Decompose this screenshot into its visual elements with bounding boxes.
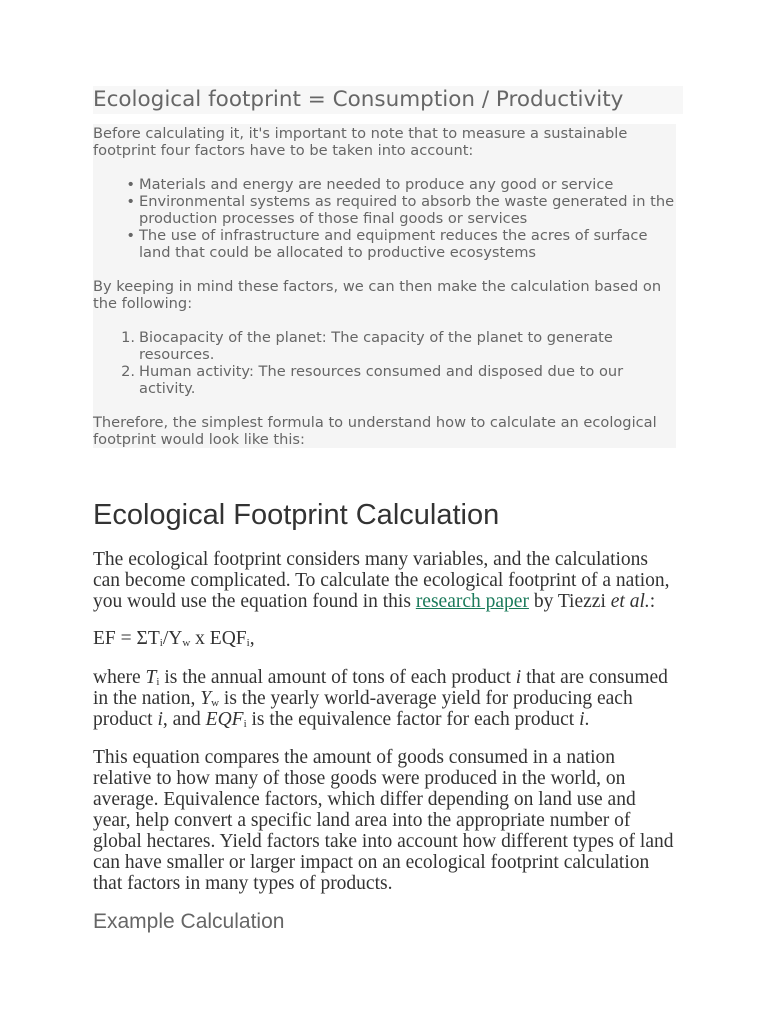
intro-paragraph: Before calculating it, it's important to note that to measure a sustainable footprint four factors have to be taken into account: <box>93 125 628 159</box>
list-item: • Environmental systems as required to absorb the waste generated in the production processes of those final goods or services <box>93 193 676 227</box>
research-paper-link[interactable]: research paper <box>415 591 529 612</box>
intro-body-paragraph: The ecological footprint considers many variables, and the calculations can become complicated. To calculate the ecological footprint of a nation, you would use the equation found in this research paper by Tiezzi et al.: <box>93 549 670 612</box>
list-item: 2. Human activity: The resources consumed and disposed due to our activity. <box>121 363 624 397</box>
factor-bullet-list <box>93 176 676 261</box>
list-item: 1. Biocapacity of the planet: The capacity of the planet to generate resources. <box>121 329 613 363</box>
bullet-icon: • <box>126 176 135 193</box>
formula-heading: Ecological footprint = Consumption / Productivity <box>93 86 683 114</box>
calculation-heading: Ecological Footprint Calculation <box>93 499 500 531</box>
equation: EF = $\Sigma T_i/Y_w$ x $EQF_i$, <box>93 628 255 649</box>
bullet-icon: • <box>126 193 135 210</box>
calculation-basis-list <box>93 329 676 397</box>
closing-paragraph: Therefore, the simplest formula to understand how to calculate an ecological footprint would look like this: <box>93 414 657 448</box>
list-item: • The use of infrastructure and equipment reduces the acres of surface land that could be allocated to productive ecosystems <box>93 227 676 261</box>
example-calculation-heading: Example Calculation <box>93 910 285 933</box>
bullet-icon: • <box>126 227 135 244</box>
variable-definitions-paragraph: where $T_i$ is the annual amount of tons of each product i that are consumed in the nation, $Y_w$ is the yearly world-average yield for producing each product i, and $EQF_i$ is the equivalence factor for each product i. <box>93 667 668 730</box>
list-item: • Materials and energy are needed to produce any good or service <box>93 176 676 193</box>
factors-paragraph: By keeping in mind these factors, we can then make the calculation based on the following: <box>93 278 662 312</box>
equation-explanation-paragraph: This equation compares the amount of goods consumed in a nation relative to how many of those goods were produced in the world, on average. Equivalence factors, which differ depending on land use and year, help convert a specific land area into the appropriate number of global hectares. Yield factors take into account how different types of land can have smaller or larger impact on an ecological footprint calculation that factors in many types of products. <box>93 747 674 894</box>
